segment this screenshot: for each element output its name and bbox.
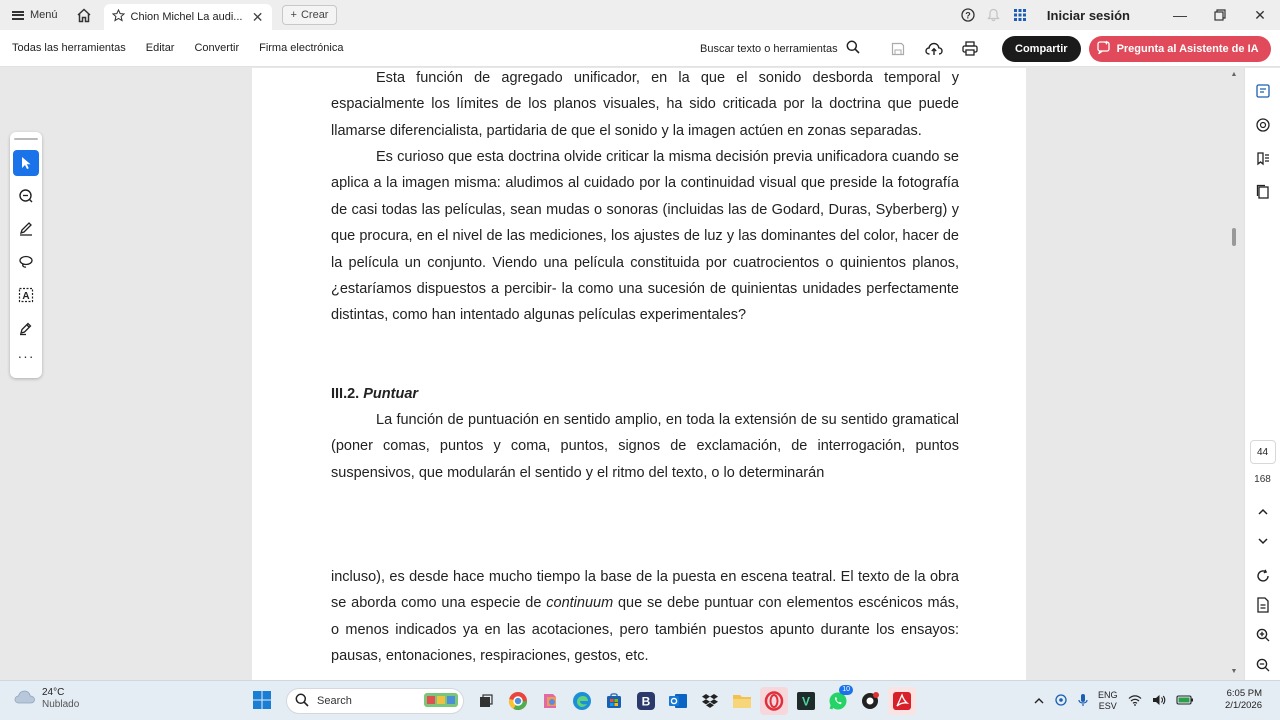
language-code: ENG [1098, 690, 1118, 700]
more-tools-icon[interactable]: ··· [17, 348, 35, 364]
paragraph-text: incluso), es desde hace mucho tiempo la base de la puesta en escena teatral. El texto de la obra se aborda como una especie de [331, 569, 959, 612]
keyboard-layout: ESV [1098, 701, 1117, 711]
wifi-icon[interactable] [1128, 694, 1142, 708]
menu-label: Menú [30, 9, 58, 21]
clock-time: 6:05 PM [1226, 688, 1262, 699]
tab-title: Chion Michel La audi... [130, 11, 243, 23]
zoom-out-icon[interactable] [1248, 650, 1278, 680]
lasso-draw-icon[interactable] [13, 249, 39, 275]
minimize-icon[interactable]: — [1173, 7, 1187, 23]
store-icon[interactable] [600, 687, 628, 715]
search-icon [846, 40, 860, 57]
signin-button[interactable]: Iniciar sesión [1046, 7, 1130, 23]
microphone-icon[interactable] [1078, 693, 1088, 709]
whatsapp-icon[interactable] [824, 687, 852, 715]
select-cursor-icon[interactable] [13, 150, 39, 176]
create-label: Crear [300, 9, 329, 21]
paragraph-text: que se debe puntuar con elementos escénicos más, o menos indicados ya en las acotaciones, pero también puestos apunto durante los ensayos: pausas, entonaciones, respiraciones, gestos, etc. [331, 595, 959, 665]
ai-chat-icon [1097, 40, 1111, 57]
main-toolbar [0, 30, 1280, 67]
chevron-up-tray-icon[interactable] [1034, 696, 1044, 706]
zoom-in-icon[interactable] [1248, 620, 1278, 650]
svg-text:B: B [641, 694, 651, 709]
paragraph: Es curioso que esta doctrina olvide criticar la misma decisión previa unificadora cuando se aplica a la imagen misma: aludimos al cuidado por la continuidad visual que preside la fotografía de casi todas las películas, sean mudas o sonoras (incluidas las de Godard, Duras, Syberberg) y que procura, en el nivel de las mediciones, los ajustes de luz y las dominantes del color, hacer de la película un conjunto. Viendo una película constituida por cuatrocientos o quinientos planos, ¿estaríamos dispuestos a percibir- la como una sucesión de quinientas unidades perfectamente distintas, como han intentado algunas películas experimentales? [331, 149, 959, 324]
document-viewer[interactable] [0, 68, 1244, 680]
weather-widget[interactable] [14, 687, 79, 711]
print-icon[interactable] [952, 30, 988, 67]
clock-date: 2/1/2026 [1225, 700, 1262, 711]
emphasis-text: continuum [546, 595, 614, 612]
keyboard-language[interactable] [1098, 690, 1118, 712]
sign-pen-icon[interactable] [13, 315, 39, 341]
b-app-icon[interactable] [632, 687, 660, 715]
onedrive-icon[interactable] [1054, 694, 1068, 708]
scroll-down-arrow-icon[interactable]: ▼ [1230, 668, 1238, 675]
outlook-icon[interactable] [664, 687, 692, 715]
menu-convert[interactable]: Convertir [194, 42, 240, 54]
title-bar [0, 0, 1280, 30]
scroll-thumb[interactable] [1232, 228, 1236, 246]
battery-icon[interactable] [1176, 695, 1194, 707]
close-tab-icon[interactable]: ✕ [251, 8, 264, 25]
comment-icon[interactable] [13, 183, 39, 209]
text-box-icon[interactable] [13, 282, 39, 308]
svg-text:?: ? [965, 10, 971, 21]
volume-icon[interactable] [1152, 694, 1166, 708]
apps-grid-icon[interactable] [1007, 0, 1033, 30]
section-number: III.2. [331, 386, 360, 402]
search-placeholder: Search [317, 695, 352, 707]
close-window-icon[interactable]: ✕ [1254, 6, 1266, 23]
opera-icon[interactable] [760, 687, 788, 715]
paragraph: Esta función de agregado unificador, en la que el sonido desborda temporal y espacialmente los límites de los planos visuales, ha sido criticada por la doctrina que puede llamarse diferencialista, partidaria de que el sonido y la imagen actúen en zonas separadas. [331, 70, 959, 139]
total-pages: 168 [1254, 473, 1271, 485]
menu-edit[interactable]: Editar [145, 42, 175, 54]
tools-search[interactable] [700, 30, 860, 67]
refresh-icon[interactable] [1248, 561, 1278, 591]
chevron-up-icon[interactable] [1248, 497, 1278, 527]
bookmarks-icon[interactable] [1248, 144, 1278, 174]
task-view-icon[interactable] [472, 687, 500, 715]
taskbar-search[interactable] [286, 688, 464, 714]
menu-all-tools[interactable]: Todas las herramientas [12, 42, 126, 54]
ai-summary-icon[interactable] [1248, 76, 1278, 106]
pinned-apps [472, 687, 916, 715]
cloud-icon [14, 689, 36, 710]
page-settings-icon[interactable] [1248, 591, 1278, 621]
chevron-down-icon[interactable] [1248, 527, 1278, 557]
share-button[interactable]: Compartir [1002, 36, 1081, 62]
tab-document[interactable] [104, 4, 272, 30]
home-icon[interactable] [70, 0, 98, 30]
create-button[interactable] [282, 5, 338, 25]
windows-taskbar [0, 680, 1280, 720]
recorder-icon[interactable] [856, 687, 884, 715]
section-title: Puntuar [363, 386, 419, 402]
current-page-input[interactable]: 44 [1250, 440, 1276, 464]
quick-tools-panel [10, 132, 42, 378]
comments-panel-icon[interactable] [1248, 110, 1278, 140]
svg-text:A: A [22, 291, 30, 302]
pen-highlight-icon[interactable] [13, 216, 39, 242]
scroll-up-arrow-icon[interactable]: ▲ [1230, 71, 1238, 78]
right-sidebar [1244, 68, 1280, 680]
vim-icon[interactable] [792, 687, 820, 715]
search-label: Buscar texto o herramientas [700, 42, 838, 55]
file-explorer-icon[interactable] [728, 687, 756, 715]
menu-button[interactable] [0, 0, 70, 30]
star-icon[interactable] [112, 9, 125, 25]
drag-handle[interactable] [14, 138, 38, 140]
cloud-upload-icon[interactable] [916, 30, 952, 67]
chrome-icon[interactable] [504, 687, 532, 715]
notification-badge: 10 [839, 685, 853, 695]
copilot-icon[interactable] [536, 687, 564, 715]
paragraph [331, 564, 959, 670]
temperature: 24°C [42, 687, 65, 698]
weather-condition: Nublado [42, 699, 80, 710]
pdf-page [252, 68, 1026, 613]
pdf-page [252, 547, 1026, 680]
menu-e-sign[interactable]: Firma electrónica [259, 42, 344, 54]
ai-assistant-button[interactable] [1089, 36, 1271, 62]
edge-icon[interactable] [568, 687, 596, 715]
search-icon [295, 693, 309, 710]
svg-text:V: V [801, 694, 811, 709]
restore-icon[interactable] [1200, 0, 1240, 30]
pages-thumbnails-icon[interactable] [1248, 178, 1278, 208]
save-icon[interactable] [880, 30, 916, 67]
acrobat-icon[interactable] [888, 687, 916, 715]
hamburger-icon [12, 11, 24, 20]
bell-icon[interactable] [981, 0, 1007, 30]
help-icon[interactable] [955, 0, 981, 30]
windows-start-icon[interactable] [252, 690, 272, 715]
paragraph: La función de puntuación en sentido amplio, en toda la extensión de su sentido gramatical (poner comas, puntos y coma, puntos, signos de exclamación, de interrogación, puntos suspensivos, que modularán el sentido y el ritmo del texto, o lo determinarán [331, 412, 959, 481]
plus-icon: + [290, 9, 297, 21]
dropbox-icon[interactable] [696, 687, 724, 715]
search-highlight-icon [423, 691, 459, 712]
system-tray [1034, 687, 1194, 715]
vertical-scrollbar[interactable] [1228, 68, 1240, 680]
clock[interactable] [1225, 688, 1262, 712]
section-heading [331, 381, 959, 407]
ai-assistant-label: Pregunta al Asistente de IA [1116, 42, 1259, 55]
